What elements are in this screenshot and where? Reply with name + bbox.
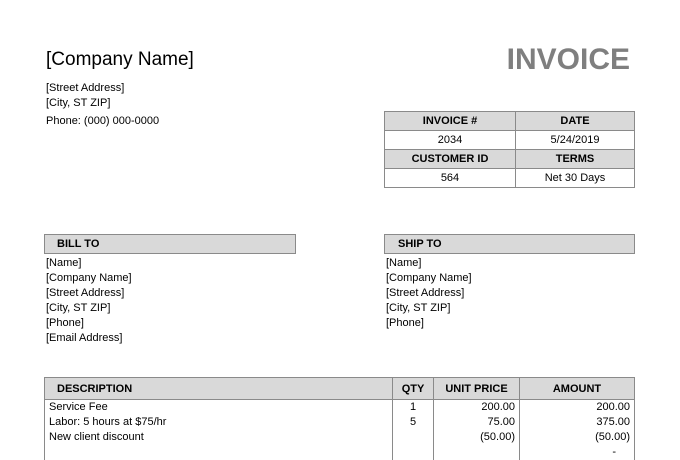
bill-to-email: [Email Address] (46, 332, 123, 344)
table-row (45, 400, 635, 416)
ship-to-city: [City, ST ZIP] (386, 302, 451, 314)
ship-to-phone: [Phone] (386, 317, 424, 329)
company-name: [Company Name] (46, 49, 194, 70)
row-unit-price (434, 445, 520, 460)
amount-header: AMOUNT (520, 378, 635, 400)
description-header: DESCRIPTION (45, 378, 393, 400)
ship-to-street: [Street Address] (386, 287, 465, 299)
qty-header: QTY (393, 378, 434, 400)
table-row (45, 430, 635, 445)
bill-to-street: [Street Address] (46, 287, 125, 299)
bill-to-address (46, 256, 132, 346)
table-row (45, 445, 635, 460)
customer-id-label: CUSTOMER ID (385, 150, 516, 169)
row-qty: 1 (393, 400, 434, 416)
bill-to-name: [Name] (46, 257, 82, 269)
table-row (45, 415, 635, 430)
invoice-title: INVOICE (506, 43, 630, 76)
row-description: Service Fee (45, 400, 393, 416)
company-city: [City, ST ZIP] (46, 97, 111, 109)
row-unit-price: 200.00 (434, 400, 520, 416)
row-description: New client discount (45, 430, 393, 445)
company-street: [Street Address] (46, 82, 125, 94)
bill-to-phone: [Phone] (46, 317, 84, 329)
customer-id-value: 564 (385, 169, 516, 188)
row-description: Labor: 5 hours at $75/hr (45, 415, 393, 430)
unit-price-header: UNIT PRICE (434, 378, 520, 400)
invoice-number-label: INVOICE # (385, 112, 516, 131)
ship-to-address (386, 256, 472, 331)
invoice-meta-table (384, 111, 635, 188)
row-amount: 200.00 (520, 400, 635, 416)
date-label: DATE (516, 112, 635, 131)
terms-value: Net 30 Days (516, 169, 635, 188)
ship-to-company: [Company Name] (386, 272, 472, 284)
date-value: 5/24/2019 (516, 131, 635, 150)
row-unit-price: (50.00) (434, 430, 520, 445)
row-qty (393, 445, 434, 460)
bill-to-header: BILL TO (44, 234, 296, 254)
ship-to-header: SHIP TO (384, 234, 635, 254)
company-phone: Phone: (000) 000-0000 (46, 115, 160, 127)
row-unit-price: 75.00 (434, 415, 520, 430)
row-amount: (50.00) (520, 430, 635, 445)
invoice-number-value: 2034 (385, 131, 516, 150)
bill-to-company: [Company Name] (46, 272, 132, 284)
row-amount: - (520, 445, 635, 460)
row-qty (393, 430, 434, 445)
row-description (45, 445, 393, 460)
ship-to-name: [Name] (386, 257, 422, 269)
line-items-table (44, 377, 635, 460)
row-amount: 375.00 (520, 415, 635, 430)
row-qty: 5 (393, 415, 434, 430)
terms-label: TERMS (516, 150, 635, 169)
bill-to-city: [City, ST ZIP] (46, 302, 111, 314)
